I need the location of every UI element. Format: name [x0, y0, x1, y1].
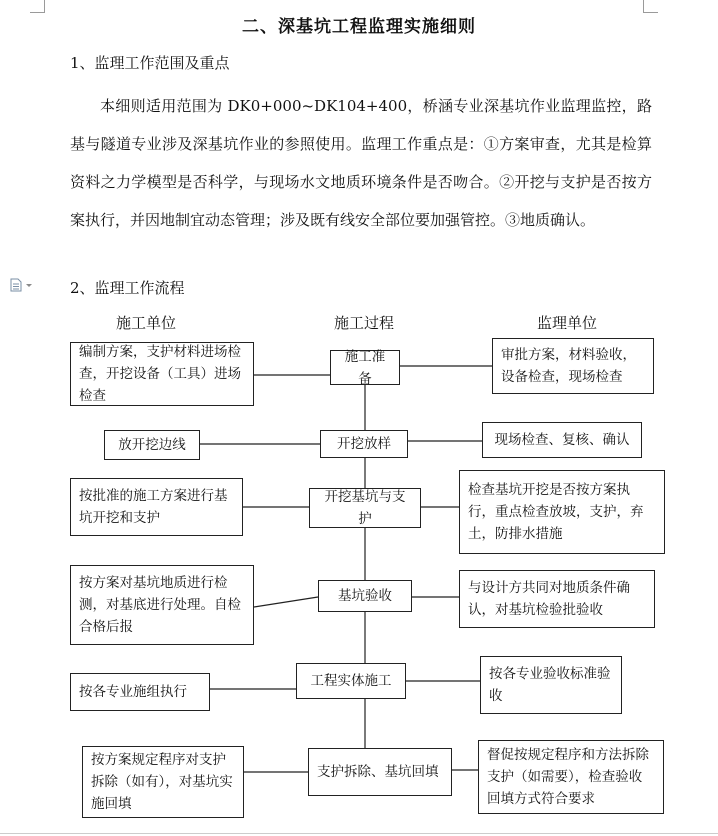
column-header-construction-unit: 施工单位: [115, 314, 176, 332]
right-box-2: 现场检查、复核、确认: [482, 422, 642, 458]
right-box-3: 检查基坑开挖是否按方案执行，重点检查放坡，支护，弃土，防排水措施: [459, 470, 665, 554]
left-box-5: 按各专业施组执行: [70, 673, 210, 711]
process-step-1: 施工准备: [330, 350, 400, 385]
section-2-heading: 2、监理工作流程: [70, 279, 185, 297]
left-box-3: 按批准的施工方案进行基坑开挖和支护: [70, 478, 243, 536]
column-header-construction-process: 施工过程: [333, 314, 394, 332]
page-title: 二、深基坑工程监理实施细则: [242, 17, 476, 37]
right-box-5: 按各专业验收标准验收: [480, 656, 622, 714]
process-step-5: 工程实体施工: [296, 663, 406, 699]
page-bottom-edge: [0, 833, 718, 834]
left-box-4: 按方案对基坑地质进行检测，对基底进行处理。自检合格后报: [70, 565, 254, 645]
process-step-2: 开挖放样: [320, 430, 408, 458]
left-box-6: 按方案规定程序对支护拆除（如有），对基坑实施回填: [82, 746, 244, 818]
right-box-4: 与设计方共同对地质条件确认，对基坑检验批验收: [459, 570, 655, 628]
section-1-heading: 1、监理工作范围及重点: [70, 54, 230, 72]
process-step-6: 支护拆除、基坑回填: [308, 748, 452, 796]
left-box-1: 编制方案，支护材料进场检查，开挖设备（工具）进场检查: [70, 342, 254, 406]
section-1-body: 本细则适用范围为 DK0+000~DK104+400，桥涵专业深基坑作业监理监控，路基与隧道专业涉及深基坑作业的参照使用。监理工作重点是：①方案审查，尤其是检算资料之力学模型是否科学，与现场水文地质环境条件是否吻合。②开挖与支护是否按方案执行，并因地制宜动态管理；涉及既有线安全部位要加强管控。③地质确认。: [70, 97, 652, 229]
process-step-3: 开挖基坑与支护: [309, 488, 421, 528]
left-box-2: 放开挖边线: [104, 430, 200, 460]
right-box-6: 督促按规定程序和方法拆除支护（如需要），检查验收回填方式符合要求: [478, 740, 664, 814]
right-box-1: 审批方案，材料验收，设备检查，现场检查: [492, 338, 654, 394]
process-step-4: 基坑验收: [318, 580, 412, 612]
column-header-supervision-unit: 监理单位: [536, 314, 597, 332]
